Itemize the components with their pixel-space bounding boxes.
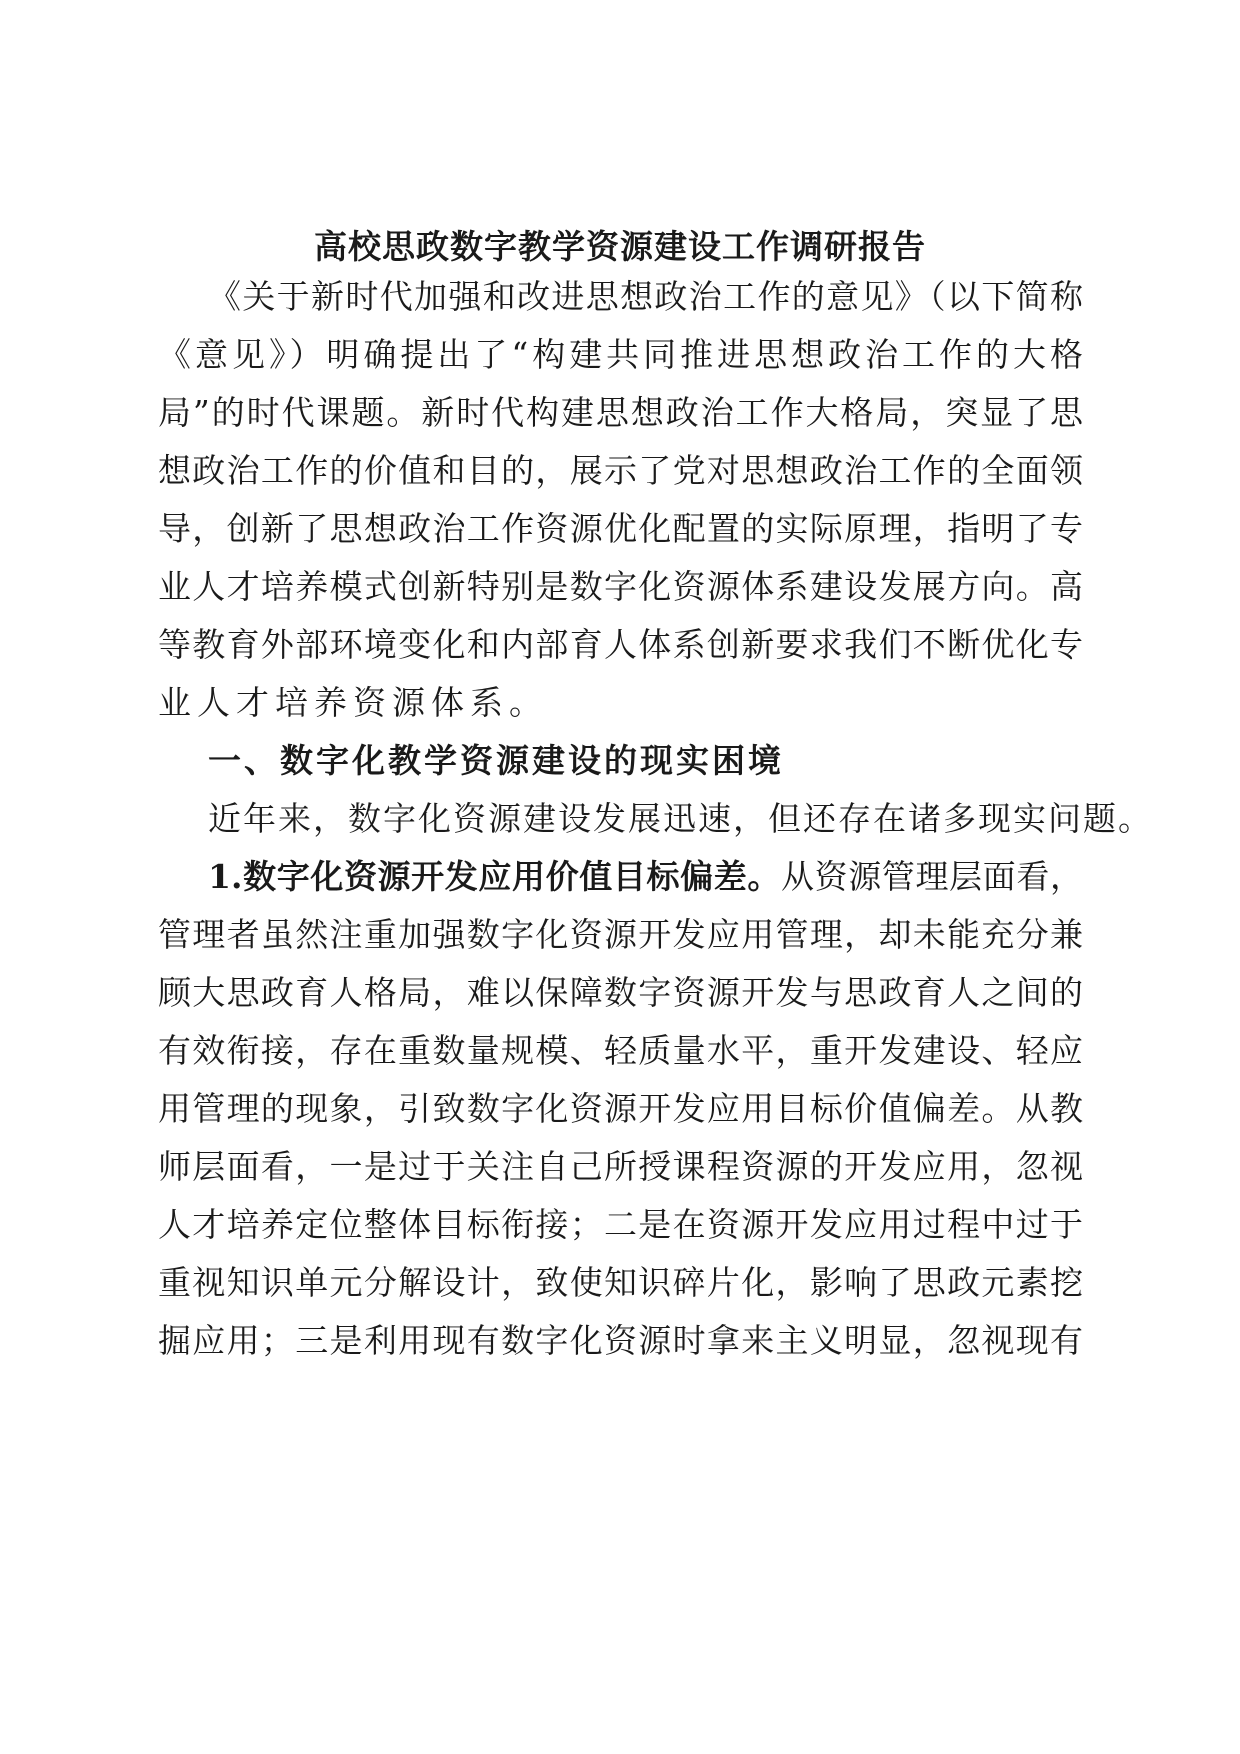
paragraph-line: 业人才培养资源体系。 — [158, 683, 548, 722]
section-heading: 一、数字化教学资源建设的现实困境 — [208, 741, 784, 780]
paragraph-line: 重视知识单元分解设计，致使知识碎片化，影响了思政元素挖 — [158, 1263, 1083, 1302]
paragraph-line: 《意见》）明确提出了“构建共同推进思想政治工作的大格 — [158, 335, 1083, 374]
paragraph-line: 人才培养定位整体目标衔接；二是在资源开发应用过程中过于 — [158, 1205, 1083, 1244]
paragraph-line: 掘应用；三是利用现有数字化资源时拿来主义明显，忽视现有 — [158, 1321, 1083, 1360]
paragraph-line: 等教育外部环境变化和内部育人体系创新要求我们不断优化专 — [158, 625, 1083, 664]
paragraph-line: 顾大思政育人格局，难以保障数字资源开发与思政育人之间的 — [158, 973, 1083, 1012]
paragraph-line: 师层面看，一是过于关注自己所授课程资源的开发应用，忽视 — [158, 1147, 1083, 1186]
paragraph-line: 局”的时代课题。新时代构建思想政治工作大格局，突显了思 — [158, 393, 1083, 432]
paragraph-line: 《关于新时代加强和改进思想政治工作的意见》（以下简称 — [208, 277, 1083, 316]
paragraph-line: 近年来，数字化资源建设发展迅速，但还存在诸多现实问题。 — [208, 799, 1153, 838]
paragraph-line: 管理者虽然注重加强数字化资源开发应用管理，却未能充分兼 — [158, 915, 1083, 954]
point-title: 1.数字化资源开发应用价值目标偏差。 — [208, 857, 782, 896]
document-title: 高校思政数字教学资源建设工作调研报告 — [314, 227, 926, 266]
paragraph-line: 有效衔接，存在重数量规模、轻质量水平，重开发建设、轻应 — [158, 1031, 1083, 1070]
paragraph-line: 导，创新了思想政治工作资源优化配置的实际原理，指明了专 — [158, 509, 1083, 548]
point-text: 从资源管理层面看， — [781, 857, 1084, 896]
paragraph-line: 用管理的现象，引致数字化资源开发应用目标价值偏差。从教 — [158, 1089, 1083, 1128]
paragraph-line: 业人才培养模式创新特别是数字化资源体系建设发展方向。高 — [158, 567, 1083, 606]
point-line — [208, 855, 1083, 899]
paragraph-line: 想政治工作的价值和目的，展示了党对思想政治工作的全面领 — [158, 451, 1083, 490]
